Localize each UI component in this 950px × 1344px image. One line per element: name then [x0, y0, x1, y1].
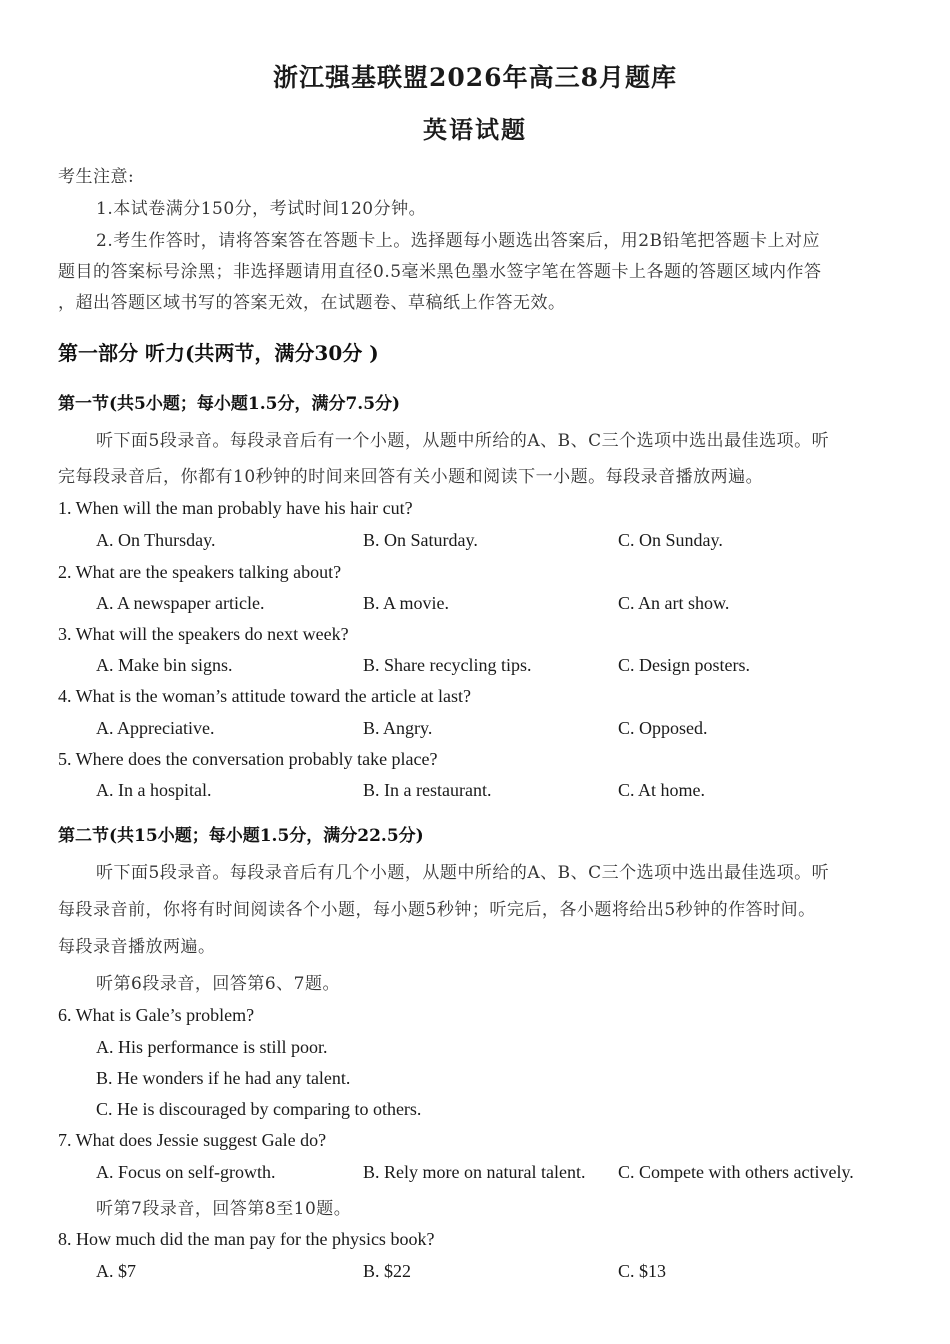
- section1-instructions-line-1: 听下面5段录音。每段录音后有一个小题，从题中所给的A、B、C三个选项中选出最佳选项。听: [96, 431, 830, 451]
- question-2: 2. What are the speakers talking about?: [58, 562, 342, 582]
- q5-option-a: A. In a hospital.: [96, 780, 212, 800]
- notice-item-2-line-2: 题目的答案标号涂黑；非选择题请用直径0.5毫米黑色墨水签字笔在答题卡上各题的答题区域内作答: [58, 262, 822, 282]
- audio-6-instruction: 听第6段录音，回答第6、7题。: [96, 974, 340, 994]
- q6-option-c: C. He is discouraged by comparing to others.: [96, 1099, 422, 1119]
- section2-instructions-line-3: 每段录音播放两遍。: [58, 937, 216, 957]
- q8-option-c: C. $13: [618, 1261, 667, 1281]
- q7-option-a: A. Focus on self-growth.: [96, 1162, 276, 1182]
- q4-option-c: C. Opposed.: [618, 718, 708, 738]
- q7-option-c: C. Compete with others actively.: [618, 1162, 854, 1182]
- notice-item-1: 1.本试卷满分150分，考试时间120分钟。: [96, 199, 427, 219]
- notice-item-2-line-3: ，超出答题区域书写的答案无效，在试题卷、草稿纸上作答无效。: [58, 293, 566, 313]
- q3-option-c: C. Design posters.: [618, 655, 750, 675]
- section2-heading: 第二节(共15小题；每小题1.5分，满分22.5分): [58, 826, 424, 846]
- q2-option-b: B. A movie.: [363, 593, 450, 613]
- q1-option-a: A. On Thursday.: [96, 530, 216, 550]
- q1-option-c: C. On Sunday.: [618, 530, 723, 550]
- q2-option-c: C. An art show.: [618, 593, 730, 613]
- q6-option-b: B. He wonders if he had any talent.: [96, 1068, 351, 1088]
- question-5: 5. Where does the conversation probably take place?: [58, 749, 438, 769]
- q5-option-b: B. In a restaurant.: [363, 780, 492, 800]
- question-4: 4. What is the woman’s attitude toward the article at last?: [58, 686, 472, 706]
- q1-option-b: B. On Saturday.: [363, 530, 478, 550]
- q4-option-b: B. Angry.: [363, 718, 433, 738]
- section1-heading: 第一节(共5小题；每小题1.5分，满分7.5分): [58, 394, 401, 414]
- section2-instructions-line-2: 每段录音前，你将有时间阅读各个小题，每小题5秒钟；听完后，各小题将给出5秒钟的作答时间。: [58, 900, 816, 920]
- notice-item-2-line-1: 2.考生作答时，请将答案答在答题卡上。选择题每小题选出答案后，用2B铅笔把答题卡上对应: [96, 231, 821, 251]
- exam-subject: 英语试题: [423, 115, 527, 144]
- question-6: 6. What is Gale’s problem?: [58, 1005, 255, 1025]
- question-7: 7. What does Jessie suggest Gale do?: [58, 1130, 327, 1150]
- q8-option-b: B. $22: [363, 1261, 412, 1281]
- q4-option-a: A. Appreciative.: [96, 718, 215, 738]
- notice-label: 考生注意:: [58, 167, 135, 187]
- q3-option-a: A. Make bin signs.: [96, 655, 233, 675]
- question-1: 1. When will the man probably have his hair cut?: [58, 498, 413, 518]
- section2-instructions-line-1: 听下面5段录音。每段录音后有几个小题，从题中所给的A、B、C三个选项中选出最佳选项。听: [96, 863, 830, 883]
- q7-option-b: B. Rely more on natural talent.: [363, 1162, 586, 1182]
- audio-7-instruction: 听第7段录音，回答第8至10题。: [96, 1199, 352, 1219]
- part1-heading: 第一部分 听力(共两节，满分30分 ): [58, 341, 379, 365]
- q2-option-a: A. A newspaper article.: [96, 593, 265, 613]
- exam-title: 浙江强基联盟2026年高三8月题库: [273, 63, 677, 92]
- section1-instructions-line-2: 完每段录音后，你都有10秒钟的时间来回答有关小题和阅读下一小题。每段录音播放两遍。: [58, 467, 764, 487]
- q5-option-c: C. At home.: [618, 780, 706, 800]
- question-8: 8. How much did the man pay for the physics book?: [58, 1229, 435, 1249]
- q8-option-a: A. $7: [96, 1261, 136, 1281]
- question-3: 3. What will the speakers do next week?: [58, 624, 349, 644]
- q6-option-a: A. His performance is still poor.: [96, 1037, 328, 1057]
- q3-option-b: B. Share recycling tips.: [363, 655, 532, 675]
